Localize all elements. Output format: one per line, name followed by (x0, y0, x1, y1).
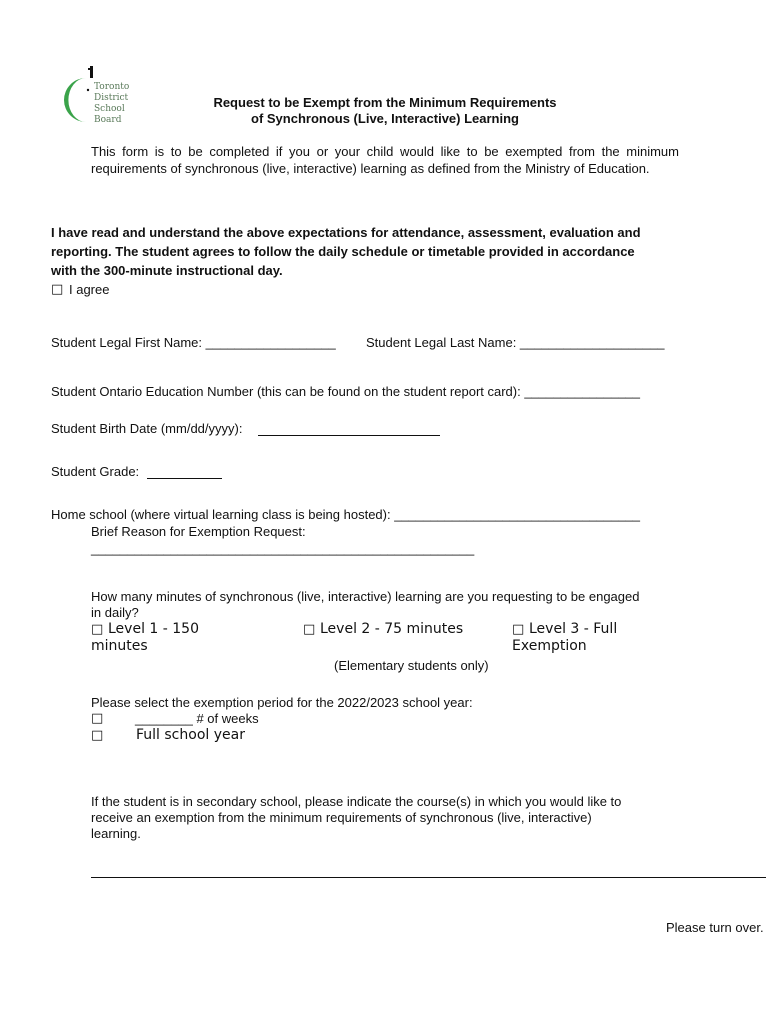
level1-label-line1: Level 1 - 150 (108, 621, 199, 637)
level2-label: Level 2 - 75 minutes (320, 621, 464, 637)
level1-label-line2: minutes (91, 638, 148, 654)
minutes-question-line1: How many minutes of synchronous (live, interactive) learning are you requesting to be engaged (91, 589, 640, 604)
home-school-field[interactable]: Home school (where virtual learning class is being hosted): __________________________________ (51, 507, 641, 522)
logo-wordmark (94, 82, 129, 126)
level3-label-line1: Level 3 - Full (529, 621, 618, 637)
reason-label: Brief Reason for Exemption Request: (91, 524, 306, 539)
period-question: Please select the exemption period for the 2022/2023 school year: (91, 695, 473, 710)
agree-checkbox[interactable]: □ (51, 282, 64, 297)
level3-label-line2: Exemption (512, 638, 587, 654)
logo-line: District (94, 93, 129, 103)
minutes-question-line2: in daily? (91, 605, 139, 620)
logo-line: Board (94, 115, 122, 125)
secondary-line1: If the student is in secondary school, please indicate the course(s) in which you would like to (91, 794, 622, 809)
weeks-option[interactable]: ________ # of weeks (135, 711, 259, 726)
level1-checkbox[interactable]: □ (91, 622, 104, 637)
level2-checkbox[interactable]: □ (303, 622, 316, 637)
logo-mark-icon (58, 64, 98, 126)
grade-input-line[interactable] (147, 478, 222, 479)
intro-paragraph: This form is to be completed if you or your child would like to be exempted from the minimum requirements of synchronous (live, interactive) learning as defined from the Ministry of Education. (91, 144, 679, 176)
first-name-field[interactable]: Student Legal First Name: __________________ (51, 335, 336, 350)
secondary-line2: receive an exemption from the minimum requirements of synchronous (live, interactive) (91, 810, 592, 825)
last-name-field[interactable]: Student Legal Last Name: ____________________ (366, 335, 665, 350)
form-title-line1: Request to be Exempt from the Minimum Requirements (213, 95, 557, 110)
elementary-note: (Elementary students only) (334, 658, 489, 673)
agreement-line1: I have read and understand the above expectations for attendance, assessment, evaluation and (51, 225, 641, 240)
agreement-line3: with the 300-minute instructional day. (51, 263, 283, 278)
tdsb-logo (58, 64, 138, 126)
birth-date-label: Student Birth Date (mm/dd/yyyy): (51, 421, 243, 436)
agree-label: I agree (69, 282, 110, 297)
grade-label: Student Grade: (51, 464, 140, 479)
courses-input-line[interactable] (91, 877, 766, 878)
reason-input[interactable]: _____________________________________________________ (91, 541, 475, 556)
full-year-option: Full school year (136, 727, 245, 743)
turn-over-note: Please turn over. (666, 920, 764, 935)
form-title-line2: of Synchronous (Live, Interactive) Learning (251, 111, 519, 126)
logo-line: Toronto (94, 82, 130, 92)
full-year-checkbox[interactable]: □ (91, 728, 104, 743)
logo-line: School (94, 104, 125, 114)
level3-checkbox[interactable]: □ (512, 622, 525, 637)
weeks-checkbox[interactable]: □ (91, 711, 104, 726)
secondary-line3: learning. (91, 826, 141, 841)
agreement-line2: reporting. The student agrees to follow the daily schedule or timetable provided in accordance (51, 244, 635, 259)
birth-date-input-line[interactable] (258, 435, 440, 436)
oen-field[interactable]: Student Ontario Education Number (this can be found on the student report card): ________________ (51, 384, 641, 399)
